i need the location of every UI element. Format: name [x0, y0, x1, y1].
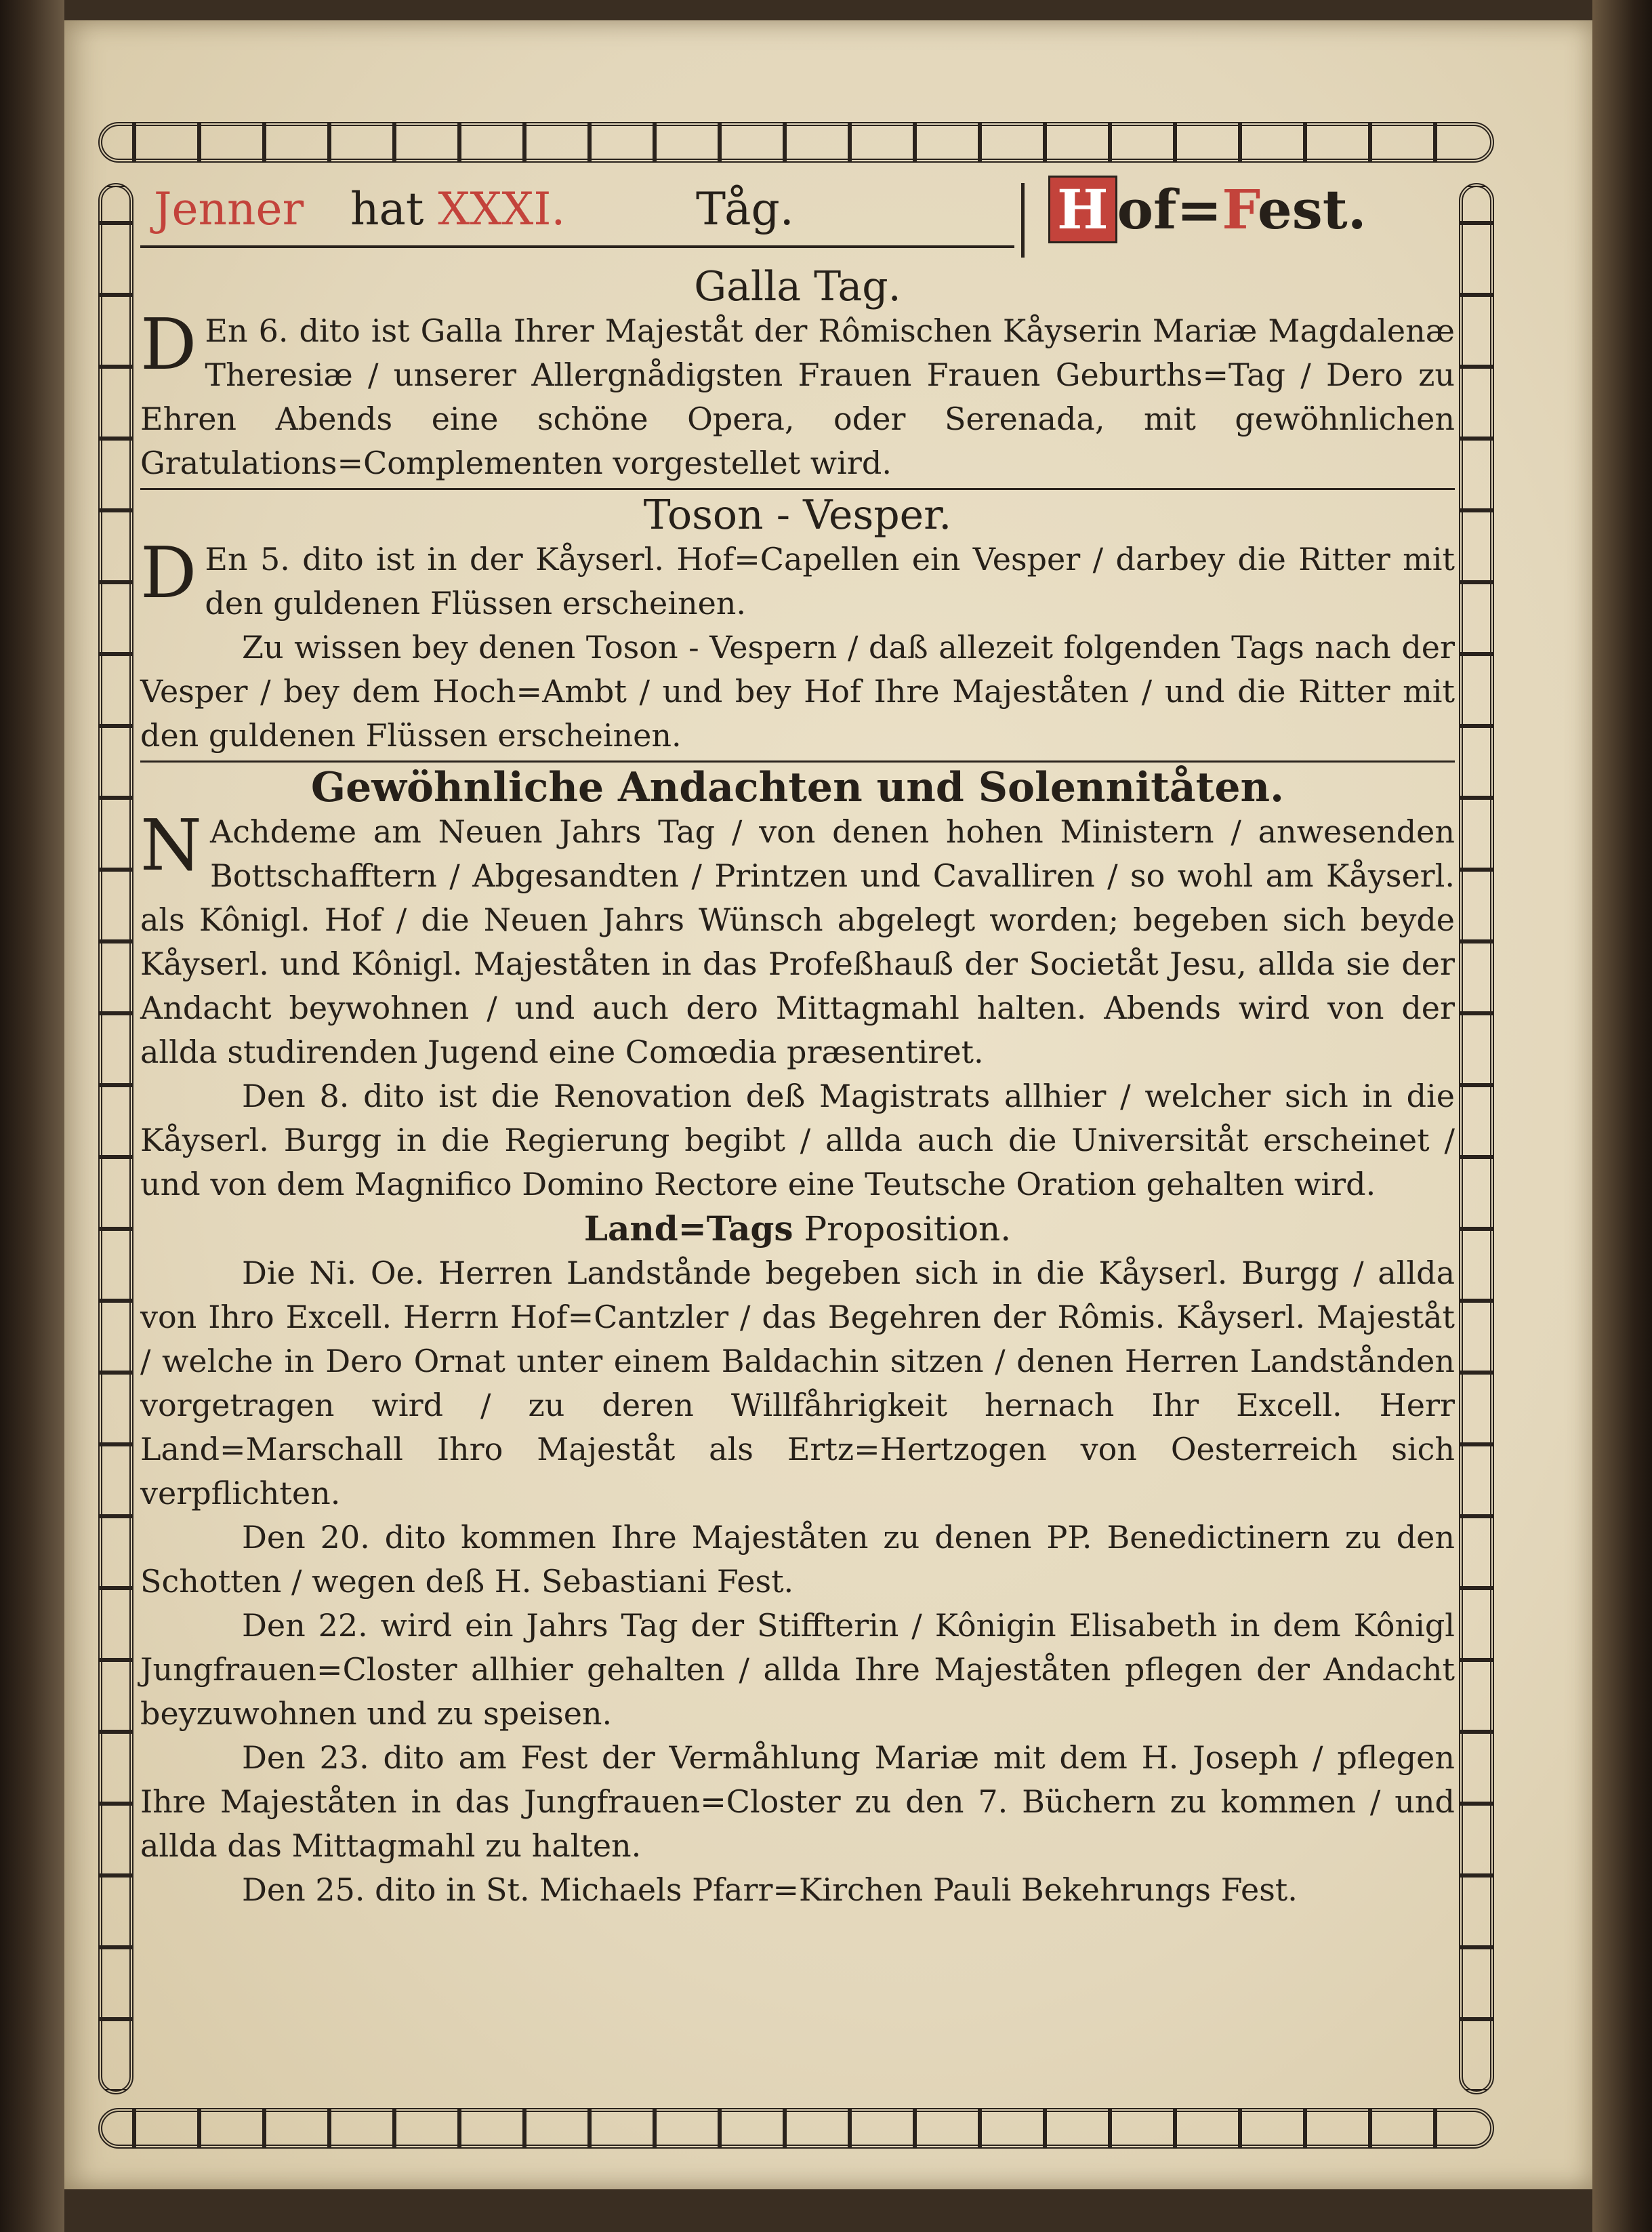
paragraph-landtag-5: Den 25. dito in St. Michaels Pfarr=Kirchen Pauli Bekehrungs Fest.: [242, 1871, 1298, 1908]
tag-word: Tåg.: [696, 183, 794, 235]
hat-word: hat: [350, 183, 424, 235]
paragraph-landtag-1: Die Ni. Oe. Herren Landstånde begeben sich in die Kåyserl. Burgg / allda von Ihro Excell. Herrn Hof=Cantzler / das Begehren der Rômis. Kåyserl. Majeståt / welche in Dero Ornat unter einem Baldachin sitzen / denen Herren Landstånden vorgetragen wird / zu deren Willfåhrigkeit hernach Ihr Excell. Herr Land=Marschall Ihro Majeståt als Ertz=Hertzogen von Oesterreich sich verpflichten.: [140, 1255, 1455, 1511]
paragraph-landtag-4: Den 23. dito am Fest der Vermåhlung Mariæ mit dem H. Joseph / pflegen Ihre Majeståten in das Jungfrauen=Closter zu den 7. Büchern zu kommen / und allda das Mittagmahl zu halten.: [140, 1739, 1455, 1864]
section-rule: [140, 760, 1455, 763]
days-count: [350, 183, 565, 235]
border-chain-left: [98, 183, 133, 2094]
paragraph-andachten-2: Den 8. dito ist die Renovation deß Magistrats allhier / welcher sich in die Kåyserl. Burgg in die Regierung begibt / allda auch die Universitåt erscheinet / und von dem Magnifico Domino Rectore eine Teutsche Oration gehalten wird.: [140, 1078, 1455, 1202]
dropcap: D: [140, 303, 197, 386]
page-content: [140, 178, 1455, 2101]
paragraph-galla: [140, 303, 1455, 485]
section-heading-andachten: Gewöhnliche Andachten und Solennitåten.: [310, 764, 1285, 811]
border-chain-right: [1459, 183, 1494, 2094]
paragraph-toson-1: [140, 531, 1455, 626]
ornamental-border: [98, 122, 1494, 2149]
book-edge: [1592, 0, 1652, 2232]
border-chain-bottom: [98, 2108, 1494, 2149]
dropcap: N: [140, 804, 202, 887]
paragraph-landtag-2: Den 20. dito kommen Ihre Majeståten zu denen PP. Benedictinern zu den Schotten / wegen deß H. Sebastiani Fest.: [140, 1519, 1455, 1600]
paragraph-text: En 5. dito ist in der Kåyserl. Hof=Capellen ein Vesper / darbey die Ritter mit den guldenen Flüssen erscheinen.: [205, 541, 1455, 622]
heading-bold: Land=Tags: [583, 1209, 793, 1249]
heading-rest: Proposition.: [804, 1209, 1012, 1249]
header-rule: [140, 245, 1014, 248]
paragraph-landtag-3: Den 22. wird ein Jahrs Tag der Stiffterin / Kônigin Elisabeth in dem Kônigl Jungfrauen=Closter allhier gehalten / allda Ihre Majeståten pflegen der Andacht beyzuwohnen und zu speisen.: [140, 1607, 1455, 1732]
border-chain-top: [98, 122, 1494, 163]
section-heading-galla: Galla Tag.: [694, 263, 901, 310]
dropcap: D: [140, 531, 197, 614]
section-heading-landtag: [140, 1206, 1455, 1251]
section-heading-toson: Toson - Vesper.: [643, 491, 952, 539]
paragraph-text: En 6. dito ist Galla Ihrer Majeståt der Rômischen Kåyserin Mariæ Magdalenæ Theresiæ / unserer Allergnådigsten Frauen Frauen Geburths=Tag / Dero zu Ehren Abends eine schöne Opera, oder Serenada, mit gewöhnlichen Gratulations=Complementen vorgestellet wird.: [140, 312, 1455, 481]
header-divider: [1021, 183, 1025, 258]
title-end: est.: [1257, 178, 1367, 241]
paragraph-andachten-1: [140, 804, 1455, 1074]
book-gutter: [0, 0, 64, 2232]
month-name: Jenner: [154, 183, 304, 235]
section-rule: [140, 488, 1455, 490]
page-title: [1048, 178, 1367, 241]
paragraph-toson-2: Zu wissen bey denen Toson - Vespern / daß allezeit folgenden Tags nach der Vesper / bey dem Hoch=Ambt / und bey Hof Ihre Majeståten / und die Ritter mit den guldenen Flüssen erscheinen.: [140, 629, 1455, 754]
paragraph-text: Achdeme am Neuen Jahrs Tag / von denen hohen Ministern / anwesenden Bottschafftern / Abgesandten / Printzen und Cavalliren / so wohl am Kåyserl. als Kônigl. Hof / die Neuen Jahrs Wünsch abgelegt worden; begeben sich beyde Kåyserl. und Kônigl. Majeståten in das Profeßhauß der Societåt Jesu, allda sie der Andacht beywohnen / und auch dero Mittagmahl halten. Abends wird von der allda studirenden Jugend eine Comœdia præsentiret.: [140, 813, 1455, 1070]
page-header: [140, 178, 1455, 264]
roman-days: XXXI.: [438, 183, 566, 235]
title-mid: of=: [1117, 178, 1222, 241]
title-initial: H: [1048, 176, 1117, 243]
title-initial-2: F: [1222, 178, 1258, 241]
